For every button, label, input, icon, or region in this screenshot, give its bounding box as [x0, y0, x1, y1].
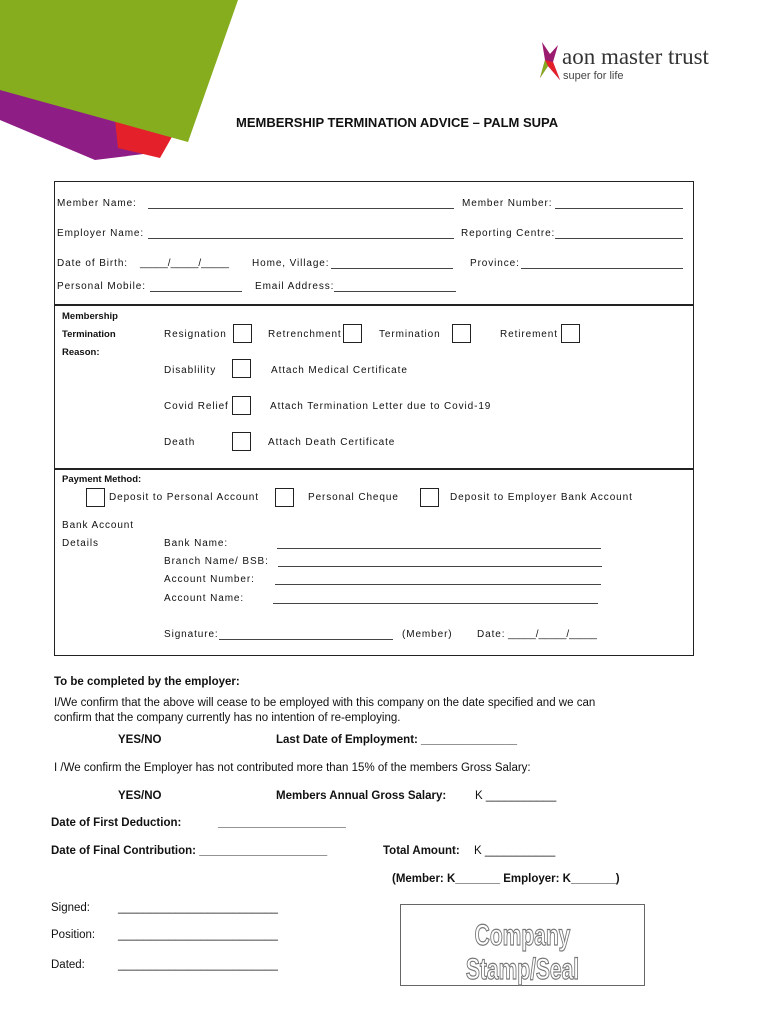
- position-field[interactable]: _________________________: [118, 929, 278, 941]
- reason-heading-1: Membership: [62, 311, 118, 322]
- personal-cheque-label: Personal Cheque: [308, 492, 399, 503]
- email-label: Email Address:: [255, 281, 335, 292]
- aon-logo-icon: [540, 42, 562, 82]
- member-number-label: Member Number:: [462, 198, 553, 209]
- gross-salary-field[interactable]: K ___________: [475, 790, 557, 802]
- signature-label: Signature:: [164, 629, 219, 640]
- province-field[interactable]: [521, 268, 683, 269]
- retirement-label: Retirement: [500, 329, 558, 340]
- account-name-label: Account Name:: [164, 593, 245, 604]
- yes-no-2[interactable]: YES/NO: [118, 790, 162, 802]
- member-number-field[interactable]: [555, 208, 683, 209]
- disability-label: Disablility: [164, 365, 217, 376]
- total-amount-label: Total Amount:: [383, 845, 460, 857]
- disability-checkbox[interactable]: [232, 359, 251, 378]
- reporting-centre-label: Reporting Centre:: [461, 228, 556, 239]
- logo-name: aon master trust: [562, 44, 709, 69]
- member-sign-label: (Member): [402, 629, 453, 640]
- gross-salary-label: Members Annual Gross Salary:: [276, 790, 447, 802]
- mobile-label: Personal Mobile:: [57, 281, 146, 292]
- bank-account-heading-1: Bank Account: [62, 520, 134, 531]
- resignation-checkbox[interactable]: [233, 324, 252, 343]
- sign-date-label: Date:: [477, 629, 506, 640]
- death-label: Death: [164, 437, 196, 448]
- position-label: Position:: [51, 929, 96, 941]
- sign-date-field[interactable]: _____/_____/_____: [508, 629, 597, 640]
- bank-account-heading-2: Details: [62, 538, 99, 549]
- member-name-label: Member Name:: [57, 198, 137, 209]
- dob-label: Date of Birth:: [57, 258, 128, 269]
- employer-name-label: Employer Name:: [57, 228, 145, 239]
- death-checkbox[interactable]: [232, 432, 251, 451]
- branch-name-field[interactable]: [278, 566, 602, 567]
- confirm-text-2: I /We confirm the Employer has not contributed more than 15% of the members Gross Salary:: [54, 762, 531, 774]
- home-village-label: Home, Village:: [252, 258, 330, 269]
- payment-method-heading: Payment Method:: [62, 474, 142, 485]
- resignation-label: Resignation: [164, 329, 227, 340]
- signed-field[interactable]: _________________________: [118, 902, 278, 914]
- mobile-field[interactable]: [150, 291, 242, 292]
- signature-field[interactable]: [219, 639, 393, 640]
- final-contribution-label: Date of Final Contribution: ____________________: [51, 845, 328, 857]
- disability-note: Attach Medical Certificate: [271, 365, 408, 376]
- employer-name-field[interactable]: [148, 238, 454, 239]
- personal-cheque-checkbox[interactable]: [275, 488, 294, 507]
- reporting-centre-field[interactable]: [555, 238, 683, 239]
- page-title: MEMBERSHIP TERMINATION ADVICE – PALM SUPA: [236, 115, 559, 130]
- retirement-checkbox[interactable]: [561, 324, 580, 343]
- covid-checkbox[interactable]: [232, 396, 251, 415]
- dob-field[interactable]: _____/_____/_____: [140, 258, 229, 269]
- province-label: Province:: [470, 258, 520, 269]
- account-number-field[interactable]: [275, 584, 601, 585]
- termination-label: Termination: [379, 329, 441, 340]
- company-stamp-box[interactable]: [400, 904, 645, 986]
- retrenchment-checkbox[interactable]: [343, 324, 362, 343]
- total-amount-field[interactable]: K ___________: [474, 845, 556, 857]
- reason-heading-3: Reason:: [62, 347, 100, 358]
- deposit-personal-checkbox[interactable]: [86, 488, 105, 507]
- confirm-text-1a: I/We confirm that the above will cease to be employed with this company on the date specified and we can: [54, 697, 596, 709]
- dated-field[interactable]: _________________________: [118, 959, 278, 971]
- home-village-field[interactable]: [331, 268, 453, 269]
- termination-checkbox[interactable]: [452, 324, 471, 343]
- deposit-employer-label: Deposit to Employer Bank Account: [450, 492, 633, 503]
- branch-name-label: Branch Name/ BSB:: [164, 556, 269, 567]
- reason-heading-2: Termination: [62, 329, 116, 340]
- dated-label: Dated:: [51, 959, 85, 971]
- first-deduction-label: Date of First Deduction:: [51, 817, 182, 829]
- company-stamp-text: Company Stamp/Seal: [465, 919, 580, 986]
- member-details-box: [54, 181, 694, 306]
- corner-decoration: [0, 0, 245, 165]
- last-date-employment: Last Date of Employment: _______________: [276, 734, 517, 746]
- signed-label: Signed:: [51, 902, 91, 914]
- email-field[interactable]: [334, 291, 456, 292]
- confirm-text-1b: confirm that the company currently has no intention of re-employing.: [54, 712, 401, 724]
- logo-tagline: super for life: [563, 70, 624, 82]
- account-number-label: Account Number:: [164, 574, 255, 585]
- first-deduction-field[interactable]: ____________________: [218, 817, 346, 829]
- covid-note: Attach Termination Letter due to Covid-19: [270, 401, 492, 412]
- yes-no-1[interactable]: YES/NO: [118, 734, 162, 746]
- member-name-field[interactable]: [148, 208, 454, 209]
- covid-label: Covid Relief: [164, 401, 229, 412]
- deposit-employer-checkbox[interactable]: [420, 488, 439, 507]
- bank-name-label: Bank Name:: [164, 538, 229, 549]
- employer-heading: To be completed by the employer:: [54, 676, 240, 688]
- retrenchment-label: Retrenchment: [268, 329, 342, 340]
- account-name-field[interactable]: [273, 603, 598, 604]
- deposit-personal-label: Deposit to Personal Account: [109, 492, 259, 503]
- bank-name-field[interactable]: [277, 548, 601, 549]
- death-note: Attach Death Certificate: [268, 437, 396, 448]
- member-employer-split[interactable]: (Member: K_______ Employer: K_______): [392, 873, 620, 885]
